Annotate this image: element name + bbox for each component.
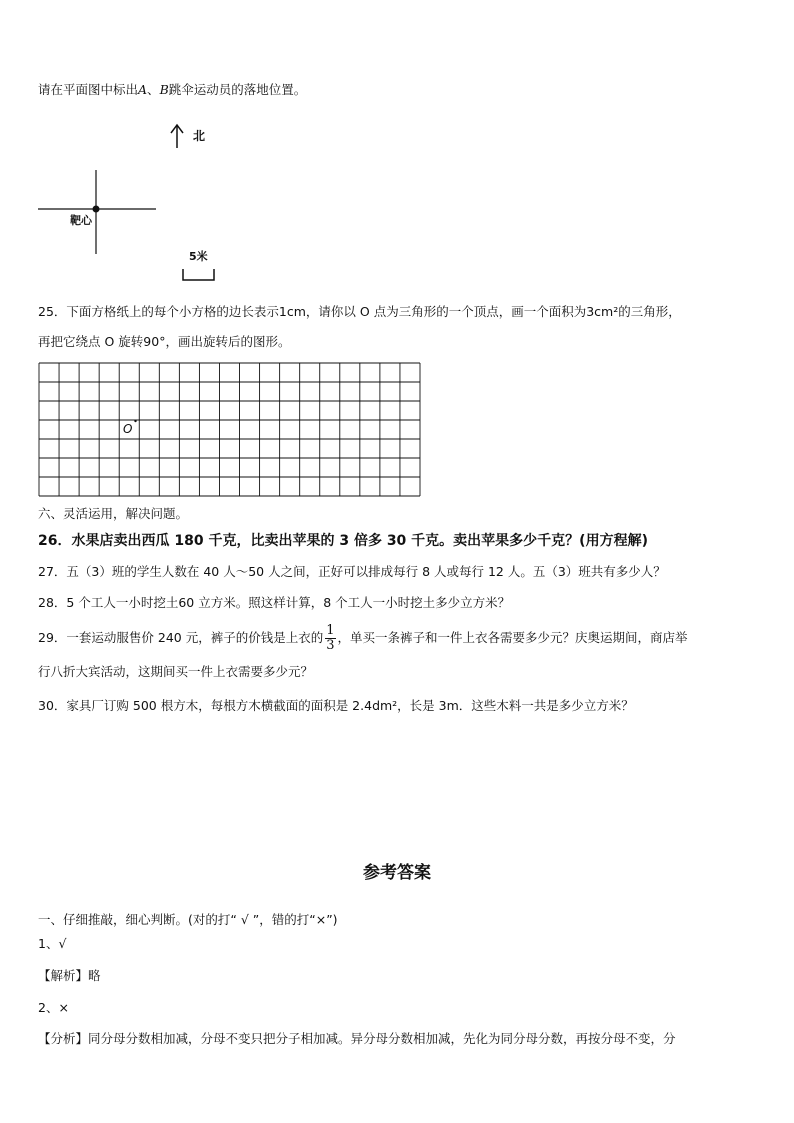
q30-text: 30．家具厂订购 500 根方木，每根方木横截面的面积是 2.4dm²，长是 3m．这些木料一共是多少立方米？ bbox=[38, 698, 634, 713]
q28-text: 28．5 个工人一小时挖土60 立方米。照这样计算，8 个工人一小时挖土多少立方米？ bbox=[38, 595, 511, 610]
answers-section1: 一、仔细推敲，细心判断。(对的打“ √ ”，错的打“×”) bbox=[38, 912, 338, 927]
answer-1-note: 【解析】略 bbox=[38, 968, 101, 983]
q25-line2: 再把它绕点 O 旋转90°，画出旋转后的图形。 bbox=[38, 334, 291, 349]
fraction-one-third: $\frac{1}{3}$ bbox=[326, 623, 335, 653]
target-center-point bbox=[93, 206, 100, 213]
q24-instruction: 请在平面图中标出A、B跳伞运动员的落地位置。 bbox=[38, 82, 307, 97]
q25-line1: 25．下面方格纸上的每个小方格的边长表示1cm，请你以 O 点为三角形的一个顶点，画一个面积为3cm²的三角形， bbox=[38, 304, 681, 319]
grid-lines bbox=[39, 363, 420, 496]
scale-label: 5米 bbox=[189, 250, 208, 263]
scale-bar bbox=[183, 269, 214, 280]
answer-2: 2、× bbox=[38, 1000, 69, 1015]
point-o bbox=[134, 420, 136, 422]
q25-grid-paper bbox=[38, 362, 422, 498]
north-label: 北 bbox=[193, 129, 206, 143]
answer-2-note: 【分析】同分母分数相加减，分母不变只把分子相加减。异分母分数相加减，先化为同分母分数，再按分母不变，分 bbox=[38, 1031, 676, 1046]
q29-line2: 行八折大宾活动，这期间买一件上衣需要多少元？ bbox=[38, 664, 314, 679]
section6-title: 六、灵活运用，解决问题。 bbox=[38, 506, 189, 521]
q27-text: 27．五（3）班的学生人数在 40 人～50 人之间，正好可以排成每行 8 人或每行 12 人。五（3）班共有多少人？ bbox=[38, 564, 666, 579]
q26-text: 26．水果店卖出西瓜 180 千克，比卖出苹果的 3 倍多 30 千克。卖出苹果多少千克？(用方程解) bbox=[38, 533, 648, 549]
point-o-label: O bbox=[123, 422, 133, 436]
north-arrow bbox=[171, 125, 183, 148]
q29-line1: 29．一套运动服售价 240 元，裤子的价钱是上衣的 $\frac{1}{3}$ ，单买一条裤子和一件上衣各需要多少元？庆奥运期间，商店举 bbox=[38, 623, 688, 653]
q24-plan-figure bbox=[30, 118, 250, 288]
answer-1: 1、√ bbox=[38, 936, 67, 951]
answers-title: 参考答案 bbox=[363, 863, 431, 883]
target-center-label: 靶心 bbox=[70, 214, 92, 227]
